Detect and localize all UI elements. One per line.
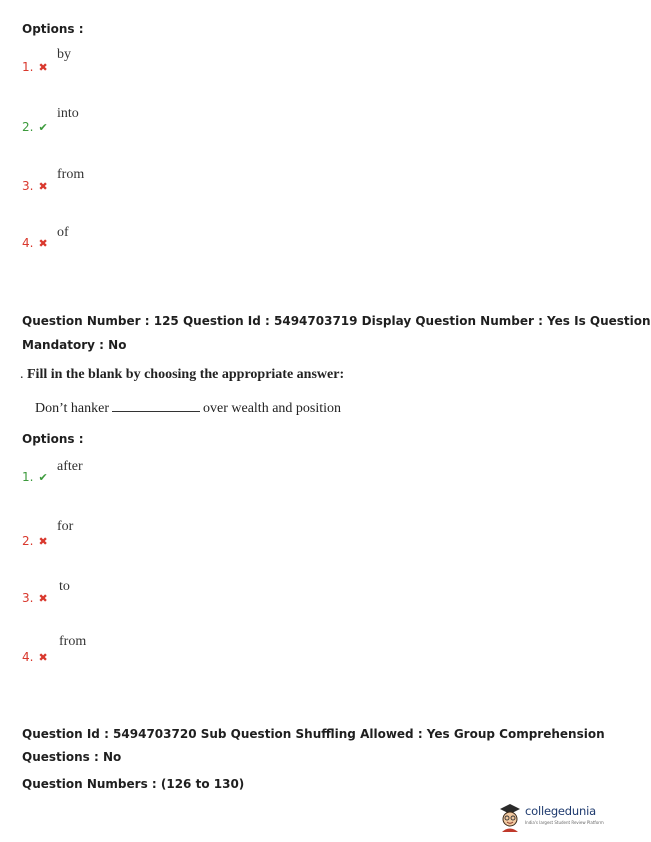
question-header-mandatory: Mandatory : No xyxy=(22,338,127,352)
blank-line xyxy=(112,399,200,412)
check-icon: ✔ xyxy=(38,471,48,484)
option-text: from xyxy=(57,167,85,182)
logo-tagline: India's largest Student Review Platform xyxy=(525,820,604,825)
option-number: 4. xyxy=(22,236,34,250)
option-4 xyxy=(22,646,48,665)
option-1 xyxy=(22,466,48,485)
option-number: 3. xyxy=(22,179,34,193)
cross-icon: ✖ xyxy=(38,180,48,193)
options-label: Options : xyxy=(22,432,84,446)
question-sentence: Don’t hanker over wealth and position xyxy=(35,401,342,416)
option-number: 2. xyxy=(22,534,34,548)
option-2 xyxy=(22,116,48,135)
option-number: 2. xyxy=(22,120,34,134)
logo-name: collegedunia xyxy=(525,804,596,818)
cross-icon: ✖ xyxy=(38,592,48,605)
option-number: 4. xyxy=(22,650,34,664)
option-number: 1. xyxy=(22,60,34,74)
option-text: by xyxy=(57,47,71,62)
group-header: Question Id : 5494703720 Sub Question Shuffling Allowed : Yes Group Comprehension xyxy=(22,727,605,741)
option-3 xyxy=(22,587,48,606)
question-header: Question Number : 125 Question Id : 5494703719 Display Question Number : Yes Is Question xyxy=(22,314,651,328)
cross-icon: ✖ xyxy=(38,237,48,250)
option-4 xyxy=(22,232,48,251)
option-text: to xyxy=(59,579,70,594)
option-3 xyxy=(22,175,48,194)
options-label: Options : xyxy=(22,22,84,36)
mascot-icon xyxy=(497,802,523,832)
option-2 xyxy=(22,530,48,549)
option-number: 1. xyxy=(22,470,34,484)
cross-icon: ✖ xyxy=(38,535,48,548)
group-header-questions: Questions : No xyxy=(22,750,122,764)
collegedunia-logo xyxy=(497,800,604,834)
group-question-numbers: Question Numbers : (126 to 130) xyxy=(22,777,245,791)
check-icon: ✔ xyxy=(38,121,48,134)
question-instruction: . Fill in the blank by choosing the appropriate answer: xyxy=(20,367,345,382)
option-text: into xyxy=(57,106,79,121)
option-text: of xyxy=(57,225,69,240)
option-1 xyxy=(22,56,48,75)
option-text: from xyxy=(59,634,87,649)
cross-icon: ✖ xyxy=(38,651,48,664)
option-text: for xyxy=(57,519,74,534)
option-number: 3. xyxy=(22,591,34,605)
cross-icon: ✖ xyxy=(38,61,48,74)
option-text: after xyxy=(57,459,83,474)
